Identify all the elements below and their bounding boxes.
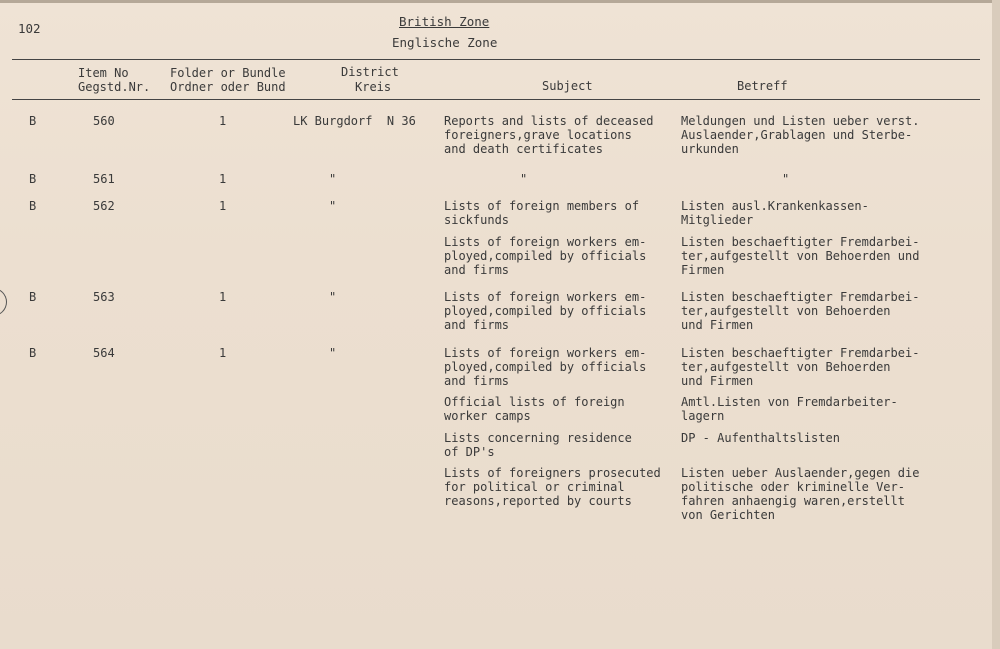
page-right-edge: [992, 0, 1000, 649]
row-betreff: DP - Aufenthaltslisten: [681, 431, 840, 445]
row-item-number: 560: [93, 114, 115, 128]
row-betreff: Amtl.Listen von Fremdarbeiter- lagern: [681, 395, 898, 423]
row-series: B: [29, 290, 37, 304]
row-subject: Reports and lists of deceased foreigners,grave locations and death certificates: [444, 114, 654, 156]
row-subject: ": [520, 172, 528, 186]
row-item-number: 561: [93, 172, 115, 186]
row-betreff: ": [782, 172, 790, 186]
row-series: B: [29, 346, 37, 360]
row-subject: Official lists of foreign worker camps: [444, 395, 625, 423]
row-series: B: [29, 114, 37, 128]
header-betreff: Betreff: [737, 79, 788, 93]
row-folder: 1: [219, 199, 227, 213]
header-item-no-en: Item No: [78, 66, 129, 80]
row-district: ": [329, 172, 337, 186]
row-subject: Lists of foreign workers em- ployed,compiled by officials and firms: [444, 235, 647, 277]
header-subject: Subject: [542, 79, 593, 93]
row-series: B: [29, 199, 37, 213]
row-district: ": [329, 199, 337, 213]
binding-hole-mark: [0, 288, 7, 316]
header-district-en: District: [341, 65, 399, 79]
row-folder: 1: [219, 114, 227, 128]
header-folder-de: Ordner oder Bund: [170, 80, 286, 94]
row-subject: Lists of foreign members of sickfunds: [444, 199, 640, 227]
header-item-no-de: Gegstd.Nr.: [78, 80, 151, 94]
row-betreff: Listen beschaeftigter Fremdarbei- ter,aufgestellt von Behoerden und Firmen: [681, 235, 920, 277]
row-subject: Lists of foreign workers em- ployed,compiled by officials and firms: [444, 290, 647, 332]
row-subject: Lists of foreigners prosecuted for political or criminal reasons,reported by courts: [444, 466, 661, 508]
row-folder: 1: [219, 346, 227, 360]
header-top-rule: [12, 59, 980, 60]
row-betreff: Listen ausl.Krankenkassen- Mitglieder: [681, 199, 869, 227]
zone-title-german: Englische Zone: [392, 35, 498, 50]
row-item-number: 563: [93, 290, 115, 304]
row-betreff: Listen beschaeftigter Fremdarbei- ter,aufgestellt von Behoerden und Firmen: [681, 290, 920, 332]
zone-title-english: British Zone: [399, 14, 490, 29]
row-betreff: Meldungen und Listen ueber verst. Auslaender,Grablagen und Sterbe- urkunden: [681, 114, 920, 156]
row-district: ": [329, 290, 337, 304]
row-district: ": [329, 346, 337, 360]
row-betreff: Listen ueber Auslaender,gegen die politische oder kriminelle Ver- fahren anhaengig waren,erstellt von Gerichten: [681, 466, 920, 522]
page-top-edge: [0, 0, 1000, 3]
row-district: LK Burgdorf N 36: [293, 114, 416, 128]
row-series: B: [29, 172, 37, 186]
header-district-de: Kreis: [355, 80, 392, 94]
row-item-number: 562: [93, 199, 115, 213]
row-subject: Lists of foreign workers em- ployed,compiled by officials and firms: [444, 346, 647, 388]
row-subject: Lists concerning residence of DP's: [444, 431, 632, 459]
row-folder: 1: [219, 290, 227, 304]
row-item-number: 564: [93, 346, 115, 360]
page-number: 102: [18, 21, 41, 36]
header-folder-en: Folder or Bundle: [170, 66, 286, 80]
header-bottom-rule: [12, 99, 980, 100]
row-betreff: Listen beschaeftigter Fremdarbei- ter,aufgestellt von Behoerden und Firmen: [681, 346, 920, 388]
row-folder: 1: [219, 172, 227, 186]
